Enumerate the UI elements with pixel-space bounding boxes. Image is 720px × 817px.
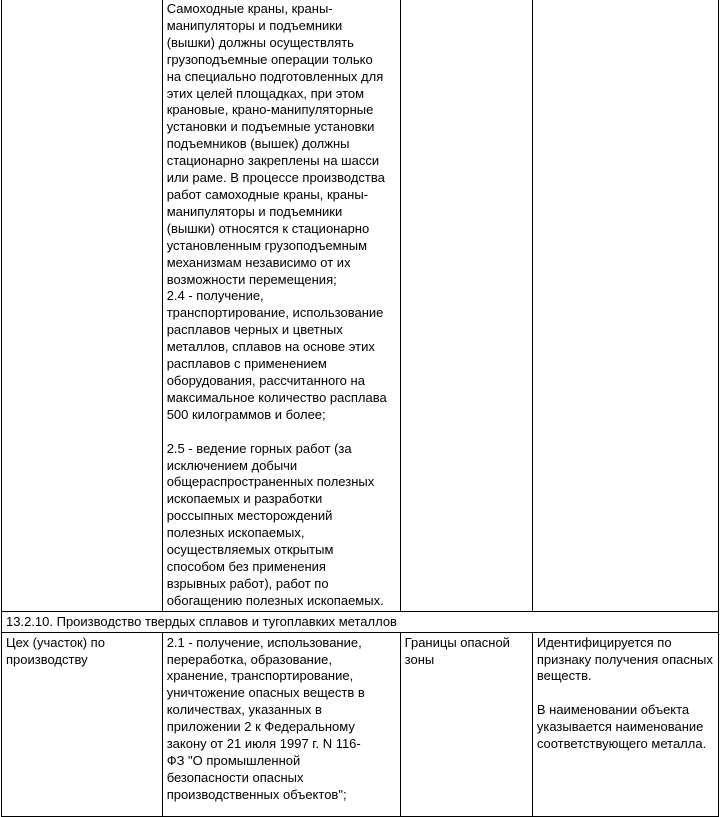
- hazard-criteria-cell: [162, 632, 400, 816]
- table-row-workshop: [2, 632, 719, 816]
- criteria-paragraph-cranes: Самоходные краны, краны-манипуляторы и подъемники (вышки) должны осуществлять грузоподъемные операции только на специально подготовленных для этих целей площадках, при этом крановые, крано-манипуляторные установки и подъемные установки подъемников (вышек) должны стационарно закреплены на шасси или раме. В процессе производства работ самоходные краны, краны-манипуляторы и подъемники (вышки) относятся к стационарно установленным грузоподъемным механизмам независимо от их возможности перемещения;: [166, 1, 385, 287]
- paragraph-gap: [537, 685, 714, 702]
- table-cell-workshop: [2, 0, 163, 611]
- criteria-paragraph-2-1: 2.1 - получение, использование, переработка, образование, хранение, транспортирование, уничтожение опасных веществ в количествах, указанных в приложении 2 к Федеральному закону от 21 июля 1997 г. N 116-ФЗ "О промышленной безопасности опасных производственных объектов";: [166, 634, 365, 802]
- table-cell-notes: [532, 0, 718, 611]
- hazard-zone-cell: Границы опасной зоны: [400, 632, 532, 816]
- section-title: 13.2.10. Производство твердых сплавов и тугоплавких металлов: [2, 611, 719, 632]
- table-row-continuation: [2, 0, 719, 611]
- table-cell-zone: [400, 0, 532, 611]
- table-cell-criteria: [162, 0, 400, 611]
- criteria-paragraph-2-5: 2.5 - ведение горных работ (за исключением добычи общераспространенных полезных ископаемых и разработки россыпных месторождений полезных ископаемых, осуществляемых открытым способом без применения взрывных работ), работ по обогащению полезных ископаемых.: [166, 440, 384, 608]
- section-heading-row: [2, 611, 719, 632]
- notes-paragraph-identification: Идентифицируется по признаку получения опасных веществ.: [536, 634, 713, 684]
- workshop-name-cell: Цех (участок) по производству: [2, 632, 163, 816]
- notes-paragraph-naming: В наименовании объекта указывается наименование соответствующего металла.: [536, 702, 707, 752]
- paragraph-gap: [167, 424, 396, 441]
- identification-notes-cell: [532, 632, 718, 816]
- regulation-table: [1, 0, 719, 817]
- criteria-paragraph-2-4: 2.4 - получение, транспортирование, использование расплавов черных и цветных металлов, сплавов на основе этих расплавов с применением оборудования, рассчитанного на максимальное количество расплава 500 килограммов и более;: [166, 288, 387, 422]
